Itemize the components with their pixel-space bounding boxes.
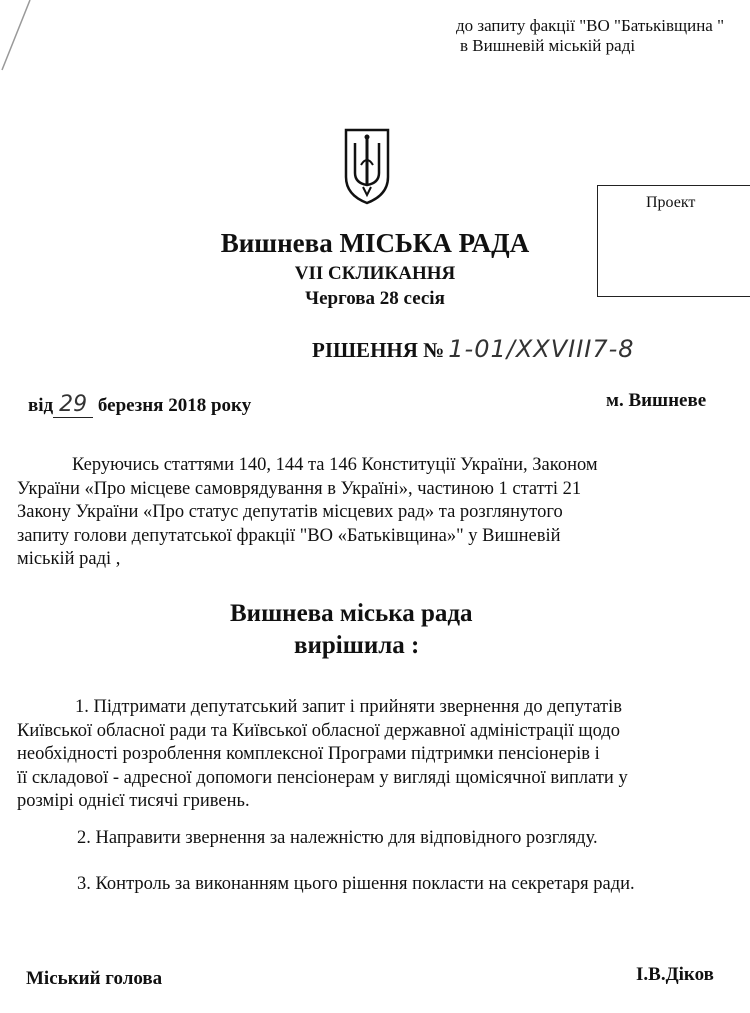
- attachment-note-line2: в Вишневій міській раді: [460, 36, 636, 55]
- item1-line-1: 1. Підтримати депутатський запит і прийняти звернення до депутатів: [75, 697, 623, 717]
- preamble-line-4: запиту голови депутатської фракції "ВО «Батьківщина»" у Вишневій: [17, 525, 561, 546]
- item1-line-5: розмірі однієї тисячі гривень.: [17, 791, 250, 811]
- item1-line-4: її складової - адресної допомоги пенсіонерам у вигляді щомісячної виплати у: [17, 767, 628, 788]
- date-month-year: березня 2018 року: [97, 395, 252, 416]
- resolution-heading-line2: вирішила :: [294, 632, 420, 659]
- item1-line-3: необхідності розроблення комплексної Програми підтримки пенсіонерів і: [17, 744, 600, 764]
- signature-name: І.В.Діков: [636, 964, 714, 985]
- decision-label: РІШЕННЯ №: [312, 338, 445, 362]
- city: м. Вишневе: [606, 390, 707, 411]
- resolution-item-2: 2. Направити звернення за належністю для відповідного розгляду.: [77, 828, 598, 848]
- decision-number-handwritten: 1-01/XXVIII7-8: [448, 335, 635, 363]
- resolution-heading-line1: Вишнева міська рада: [230, 600, 473, 627]
- preamble: [17, 454, 723, 572]
- session: Чергова 28 сесія: [305, 288, 445, 309]
- preamble-line-5: міській раді ,: [17, 549, 121, 569]
- date-prefix: від: [28, 395, 54, 416]
- date-day-handwritten: 29: [53, 392, 93, 418]
- item1-line-2: Київської обласної ради та Київської обласної державної адміністрації щодо: [17, 720, 620, 741]
- scan-edge-mark: [0, 0, 40, 80]
- convocation: VII СКЛИКАННЯ: [294, 263, 456, 284]
- decision-number-line: [312, 335, 635, 363]
- preamble-line-3: Закону України «Про статус депутатів місцевих рад» та розглянутого: [17, 502, 563, 522]
- resolution-item-3: 3. Контроль за виконанням цього рішення покласти на секретаря ради.: [77, 874, 635, 894]
- preamble-line-1: Керуючись статтями 140, 144 та 146 Конституції України, Законом: [72, 455, 598, 475]
- date-line: [28, 392, 251, 418]
- council-name: Вишнева МІСЬКА РАДА: [220, 228, 530, 258]
- project-stamp-label: Проект: [646, 194, 696, 211]
- signature-title: Міський голова: [26, 968, 163, 989]
- preamble-line-2: України «Про місцеве самоврядування в Україні», частиною 1 статті 21: [17, 478, 582, 499]
- resolution-item-1: [17, 696, 747, 814]
- attachment-note-line1: до запиту факції "ВО "Батьківщина ": [456, 16, 725, 35]
- trident-icon: [343, 125, 391, 205]
